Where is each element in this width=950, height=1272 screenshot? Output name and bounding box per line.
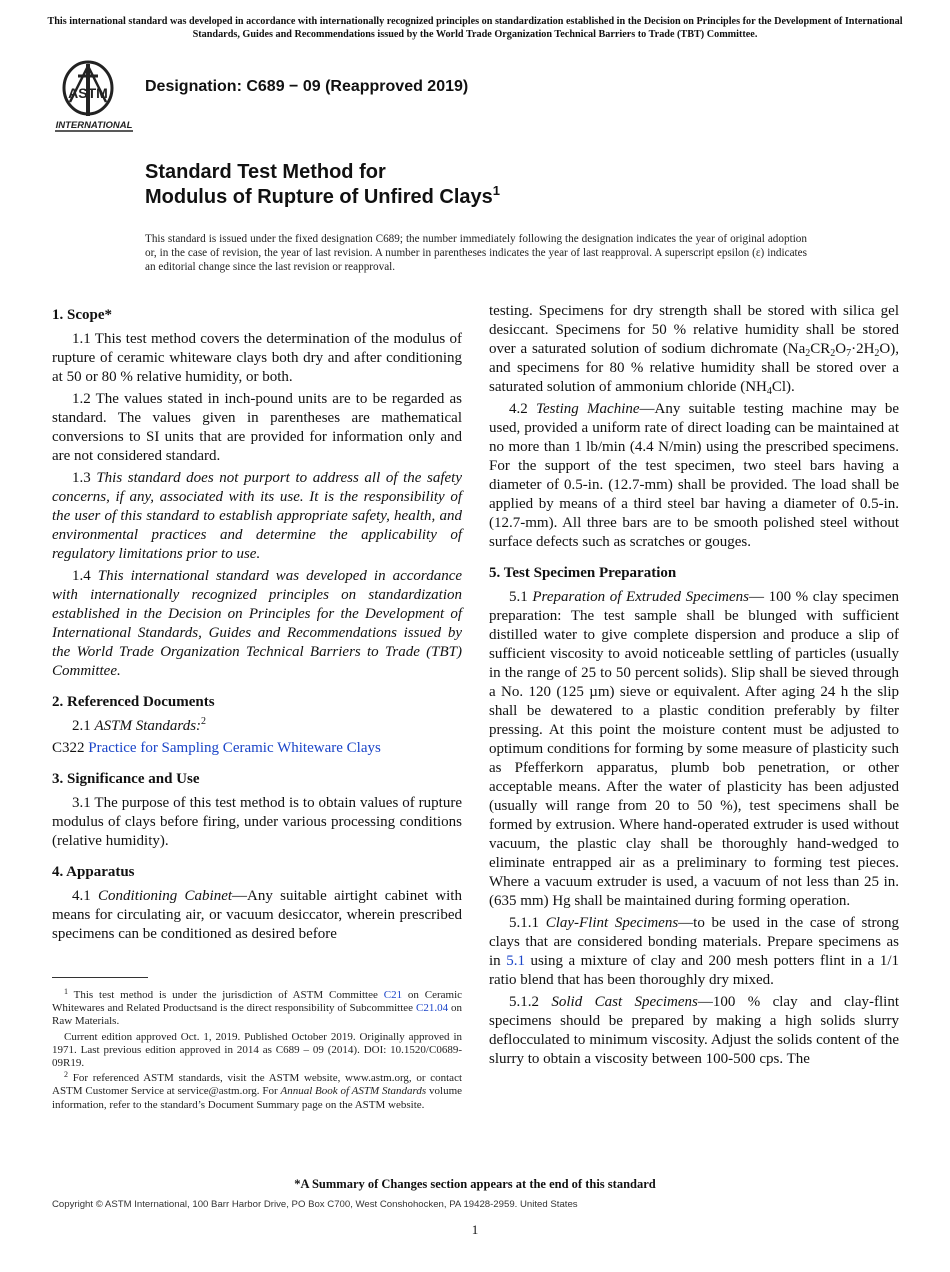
p4-cont-b: CR xyxy=(810,341,831,357)
footnote-1-text-a: This test method is under the jurisdiction of ASTM Committee xyxy=(73,989,378,1001)
paragraph-1-2: 1.2 The values stated in inch-pound units are to be regarded as standard. The values given in parentheses are mathematical conversions to SI units that are provided for information only and are not considered standard. xyxy=(52,391,462,464)
designation: Designation: C689 − 09 (Reapproved 2019) xyxy=(145,78,469,95)
title-line-2 xyxy=(145,185,500,210)
paragraph-2-1-number: 2.1 xyxy=(72,718,91,734)
paragraph-4-1-continued xyxy=(489,302,899,397)
page-number: 1 xyxy=(471,1222,479,1237)
committee-c21-link[interactable]: C21 xyxy=(383,989,403,1001)
p4-cont-c: O xyxy=(835,341,847,357)
paragraph-4-1-term: Conditioning Cabinet xyxy=(98,888,233,904)
footnote-1-text-b: on Ceramic Whitewares and Related Productsand is the direct responsibility of Subcommittee xyxy=(52,989,463,1015)
paragraph-4-2 xyxy=(489,400,899,552)
paragraph-4-1-number: 4.1 xyxy=(72,888,91,904)
title-footnote-mark: 1 xyxy=(492,183,501,198)
paragraph-1-3-number: 1.3 xyxy=(72,470,91,486)
section-heading-significance: 3. Significance and Use xyxy=(52,771,200,787)
footnote-edition: Current edition approved Oct. 1, 2019. Published October 2019. Originally approved in 1971. Last previous edition approved in 2014 as C689 – 09 (2014). DOI: 10.1520/C0689-09R19. xyxy=(52,1030,462,1070)
left-column xyxy=(52,306,462,947)
paragraph-5-1 xyxy=(489,588,899,911)
footnote-2 xyxy=(52,1072,462,1112)
paragraph-5-1-2-term: Solid Cast Specimens xyxy=(551,994,698,1010)
footnote-2-text-b: volume information, refer to the standard’s Document Summary page on the ASTM website. xyxy=(52,1085,463,1111)
section-heading-apparatus: 4. Apparatus xyxy=(52,864,135,880)
section-heading-specimen-preparation: 5. Test Specimen Preparation xyxy=(489,565,677,581)
paragraph-2-1 xyxy=(52,717,462,736)
paragraph-5-1-1-number: 5.1.1 xyxy=(509,915,539,931)
paragraph-5-1-term: Preparation of Extruded Specimens xyxy=(532,589,749,605)
paragraph-1-3-text: This standard does not purport to address all of the safety concerns, if any, associated with its use. It is the responsibility of the user of this standard to establish appropriate safety, health, and environmental practices and determine the applicability of regulatory limitations prior to use. xyxy=(52,470,463,562)
paragraph-1-4 xyxy=(52,567,462,681)
footnote-1-text-c: on Raw Materials. xyxy=(52,1002,462,1028)
footnote-2-italic: Annual Book of ASTM Standards xyxy=(280,1085,427,1098)
paragraph-5-1-1-text-a: —to be used in the case of strong clays that are considered bonding materials. Prepare specimens as in xyxy=(489,915,900,969)
title-line-2-text: Modulus of Rupture of Unfired Clays xyxy=(145,186,493,208)
p4-cont-a: testing. Specimens for dry strength shall be stored with silica gel desiccant. Specimens for 50 % relative humidity shall be stored over a saturated solution of sodium dichromate (Na xyxy=(489,303,899,357)
paragraph-4-1-text: —Any suitable airtight cabinet with means for circulating air, or vacuum desiccator, wherein prescribed specimens can be conditioned as desired before xyxy=(52,888,462,942)
summary-of-changes-note: *A Summary of Changes section appears at the end of this standard xyxy=(294,1177,656,1191)
subcommittee-c2104-link[interactable]: C21.04 xyxy=(415,1002,449,1015)
section-5-1-link[interactable]: 5.1 xyxy=(506,953,525,969)
reference-c322 xyxy=(52,739,462,758)
copyright-line: Copyright © ASTM International, 100 Barr Harbor Drive, PO Box C700, West Conshohocken, PA 19428-2959. United States xyxy=(52,1199,578,1210)
issuance-statement: This standard is issued under the fixed designation C689; the number immediately following the designation indicates the year of original adoption or, in the case of revision, the year of last revision. A number in parentheses indicates the year of last reapproval. A superscript epsilon (ε) indicates an editorial change since the last revision or reapproval. xyxy=(145,233,807,273)
footnote-1-mark: 1 xyxy=(64,987,68,996)
p4-cont-sub1: 2 xyxy=(805,348,811,359)
logo-letters: ASTM xyxy=(68,85,108,101)
p4-cont-f: Cl). xyxy=(771,379,795,395)
footnote-2-mark: 2 xyxy=(64,1070,68,1080)
paragraph-5-1-2-text: —100 % clay and clay-flint specimens should be prepared by making a high solids slurry deflocculated to minimum viscosity. Adjust the solids content of the slurry to obtain a viscosity between 100-500 cps. The xyxy=(489,994,899,1067)
paragraph-5-1-number: 5.1 xyxy=(509,589,528,605)
paragraph-5-1-1 xyxy=(489,914,899,990)
footnote-1 xyxy=(52,989,462,1029)
p4-cont-sub4: 2 xyxy=(874,348,880,359)
p4-cont-sub2: 2 xyxy=(830,348,836,359)
astm-logo-icon xyxy=(52,58,136,134)
paragraph-4-1 xyxy=(52,887,462,944)
p4-cont-sub5: 4 xyxy=(766,386,772,397)
footnote-2-text-a: For referenced ASTM standards, visit the ASTM website, www.astm.org, or contact ASTM Customer Service at service@astm.org. For xyxy=(52,1072,463,1098)
p4-cont-sub3: 7 xyxy=(846,348,852,359)
page-title xyxy=(145,160,500,210)
title-line-1: Standard Test Method for xyxy=(145,161,386,183)
p4-cont-d: ·2H xyxy=(851,341,875,357)
paragraph-2-1-label: ASTM Standards: xyxy=(94,718,202,734)
paragraph-1-3 xyxy=(52,469,462,564)
paragraph-3-1: 3.1 The purpose of this test method is to obtain values of rupture modulus of clays before firing, under various processing conditions (relative humidity). xyxy=(52,795,462,849)
section-heading-referenced-documents: 2. Referenced Documents xyxy=(52,694,215,710)
paragraph-1-1: 1.1 This test method covers the determination of the modulus of rupture of ceramic whiteware clays both dry and after conditioning at 50 or 80 % relative humidity, or both. xyxy=(52,331,462,385)
paragraph-5-1-1-term: Clay-Flint Specimens xyxy=(545,915,679,931)
paragraph-5-1-2-number: 5.1.2 xyxy=(509,994,539,1010)
paragraph-2-1-footnote-mark: 2 xyxy=(201,716,207,727)
paragraph-1-4-number: 1.4 xyxy=(72,568,91,584)
paragraph-4-2-text: —Any suitable testing machine may be used, provided a uniform rate of direct loading can be maintained at no more than 1 lb/min (4.4 N/min) using the prescribed specimens. For the support of the test specimen, two steel bars having a diameter of 0.5-in. (12.7-mm) shall be provided. The load shall be applied by means of a third steel bar having a diameter of 0.5-in. (12.7-mm). All three bars are to be smooth polished steel without surface defects such as scratches or gouges. xyxy=(489,401,899,550)
paragraph-4-2-number: 4.2 xyxy=(509,401,528,417)
reference-c322-link[interactable]: Practice for Sampling Ceramic Whiteware Clays xyxy=(88,740,381,756)
paragraph-1-4-text: This international standard was developed in accordance with internationally recognized principles on standardization established in the Decision on Principles for the Development of International Standards, Guides and Recommendations issued by the World Trade Organization Technical Barriers to Trade (TBT) Committee. xyxy=(52,568,463,679)
reference-c322-code: C322 xyxy=(52,740,85,756)
footnotes xyxy=(52,989,462,1114)
section-heading-scope: 1. Scope* xyxy=(52,307,112,323)
paragraph-4-2-term: Testing Machine xyxy=(536,401,640,417)
astm-logo xyxy=(52,58,136,134)
right-column xyxy=(489,302,899,1072)
paragraph-5-1-2 xyxy=(489,993,899,1069)
top-notice: This international standard was developed in accordance with internationally recognized principles on standardization established in the Decision on Principles for the Development of International Standards, Guides and Recommendations issued by the World Trade Organization Technical Barriers to Trade (TBT) Committee. xyxy=(47,16,903,40)
paragraph-5-1-1-text-b: using a mixture of clay and 200 mesh potters flint in a 1/1 ratio blend that has been thoroughly dry mixed. xyxy=(489,953,900,988)
footnote-divider xyxy=(52,977,148,978)
logo-word: INTERNATIONAL xyxy=(55,120,133,131)
paragraph-5-1-text: — 100 % clay specimen preparation: The test sample shall be blunged with sufficient distilled water to give complete dispersion and produce a slip of sufficient viscosity to avoid noticeable settling of particles (usually in the range of 25 to 50 percent solids). Slip shall be sieved through a No. 120 (125 µm) sieve or equivalent. After aging 24 h the slip shall be dewatered to a plastic condition preferably by filter pressing. At this point the moisture content must be adjusted to optimum conditions for forming by some measure of plasticity such as Pfefferkorn apparatus, plumb bob penetration, or other acceptable means. After the water of plasticity has been adjusted (usually will range from 20 to 50 %), test specimens shall be formed by extrusion. Where hand-operated extruder is used without vacuum, the plastic clay shall be thoroughly hand-wedged to eliminate entrapped air as a preliminary to forming test pieces. Where a vacuum extruder is used, a vacuum of not less than 25 in. (635 mm) Hg shall be maintained during forming operation. xyxy=(489,589,900,909)
p4-cont-e: O), and specimens for 80 % relative humidity shall be stored over a saturated solution of ammonium chloride (NH xyxy=(489,341,899,395)
